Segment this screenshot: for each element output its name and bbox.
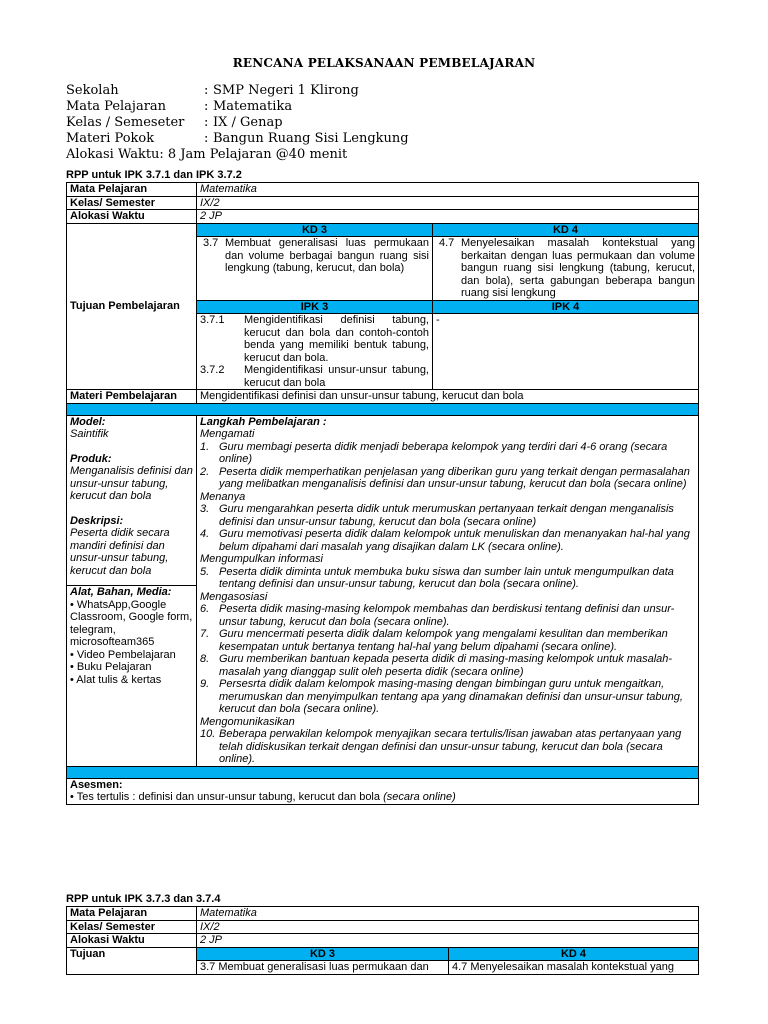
info-row-kelas: Kelas / Semeseter : IX / Genap: [66, 115, 283, 130]
step-10: 10. Beberapa perwakilan kelompok menyajikan secara tertulis/lisan jawaban atas pertanyaan yang telah didiskusikan terkait dengan definisi dan unsur-unsur tabung, kerucut dan bola (secara online).: [200, 728, 682, 765]
value-kelas-2: IX/2: [197, 920, 699, 934]
kd3-cell-2: 3.7 Membuat generalisasi luas permukaan dan: [197, 961, 449, 975]
kd3-header: KD 3: [197, 223, 433, 237]
section-2-heading: RPP untuk IPK 3.7.3 dan 3.7.4: [66, 893, 221, 905]
rpp-table-2: [66, 906, 699, 975]
ipk3-header: IPK 3: [197, 300, 433, 314]
label-mapel-2: Mata Pelajaran: [67, 907, 197, 921]
langkah-label: Langkah Pembelajaran :: [200, 415, 327, 428]
phase-mengamati: Mengamati: [200, 428, 255, 440]
step-5: 5. Peserta didik diminta untuk membuka buku siswa dan sumber lain untuk mengumpulkan data tentang definisi dan unsur-unsur tabung, kerucut dan bola (secara online).: [200, 565, 674, 590]
alat-item-2: • Video Pembelajaran: [70, 648, 176, 661]
info-row-alokasi: Alokasi Waktu: 8 Jam Pelajaran @40 menit: [66, 147, 348, 162]
kd3-cell: 3.7 Membuat generalisasi luas permukaan dan volume berbagai bangun ruang sisi lengkung (tabung, kerucut, dan bola): [197, 237, 433, 301]
ipk4-header: IPK 4: [433, 300, 699, 314]
section-1-heading: RPP untuk IPK 3.7.1 dan IPK 3.7.2: [66, 169, 242, 181]
alat-item-3: • Buku Pelajaran: [70, 661, 152, 673]
deskripsi-value: Peserta didik secara mandiri definisi dan unsur-unsur tabung, kerucut dan bola: [70, 527, 170, 577]
rpp-table-1: [66, 182, 699, 805]
identity-block: [66, 83, 409, 163]
label-tujuan: Tujuan Pembelajaran: [67, 223, 197, 390]
step-4: 4. Guru memotivasi peserta didik dalam kelompok untuk menuliskan dan menanyakan hal-hal yang belum dipahami dari masalah yang disajikan dalam LK (secara online).: [200, 528, 690, 553]
step-2: 2. Peserta didik memperhatikan penjelasan yang diberikan guru yang terkait dengan permasalahan yang melibatkan menganalisis definisi dan unsur-unsur tabung, kerucut dan bola (secara online): [200, 465, 690, 490]
phase-mengomunikasikan: Mengomunikasikan: [200, 715, 295, 728]
label-mapel: Mata Pelajaran: [67, 183, 197, 197]
value-materi: Mengidentifikasi definisi dan unsur-unsur tabung, kerucut dan bola: [197, 390, 699, 404]
label-kelas: Kelas/ Semester: [67, 196, 197, 210]
label-alokasi-2: Alokasi Waktu: [67, 934, 197, 948]
asesmen-label: Asesmen:: [70, 778, 123, 791]
step-6: 6. Peserta didik masing-masing kelompok membahas dan berdiskusi tentang definisi dan unsur-unsur tabung, kerucut dan bola (secara online).: [200, 603, 675, 628]
separator-bar-2: [67, 766, 699, 778]
ipk3-2-text: Mengidentifikasi unsur-unsur tabung, kerucut dan bola: [244, 364, 429, 389]
kd3-text: Membuat generalisasi luas permukaan dan volume berbagai bangun ruang sisi lengkung (tabung, kerucut, dan bola): [225, 237, 429, 274]
value-alokasi-2: 2 JP: [197, 934, 699, 948]
label-tujuan-2: Tujuan: [67, 947, 197, 974]
langkah-cell: [197, 415, 699, 766]
phase-mengasosiasi: Mengasosiasi: [200, 590, 268, 603]
step-3: 3. Guru mengarahkan peserta didik untuk merumuskan pertanyaan terkait dengan menganalisis definisi dan unsur-unsur tabung, kerucut dan bola (secara online): [200, 503, 674, 528]
alat-item-1: • WhatsApp,Google Classroom, Google form, telegram, microsofteam365: [70, 598, 193, 648]
alat-label: Alat, Bahan, Media:: [70, 586, 172, 598]
step-1: 1. Guru membagi peserta didik menjadi beberapa kelompok yang terdiri dari 4-6 orang (secara online): [200, 440, 668, 465]
kd4-header-2: KD 4: [449, 947, 699, 961]
kd4-cell-2: 4.7 Menyelesaikan masalah kontekstual yang: [449, 961, 699, 975]
step-7: 7. Guru mencermati peserta didik dalam kelompok yang mengalami kesulitan dan memberikan kesempatan untuk bertanya tentang hal-hal yang belum dipahami (secara online).: [200, 628, 668, 653]
kd4-text: Menyelesaikan masalah kontekstual yang berkaitan dengan luas permukaan dan volume bangun ruang sisi lengkung (tabung, kerucut, dan bola), serta gabungan beberapa bangun ruang sisi lengkung: [461, 237, 696, 299]
step-9: 9. Persesrta didik dalam kelompok masing-masing dengan bimbingan guru untuk mengaitkan, merumuskan dan menyimpulkan tentang apa yang dinamakan definisi dan unsur-unsur tabung, kerucut dan bola (secara online).: [200, 678, 683, 715]
label-kelas-2: Kelas/ Semester: [67, 920, 197, 934]
value-mapel-2: Matematika: [197, 907, 699, 921]
produk-value: Menganalisis definisi dan unsur-unsur tabung, kerucut dan bola: [70, 465, 193, 502]
value-kelas: IX/2: [197, 196, 699, 210]
document-title: RENCANA PELAKSANAAN PEMBELAJARAN: [232, 56, 536, 70]
label-alokasi: Alokasi Waktu: [67, 210, 197, 224]
step-8: 8. Guru memberikan bantuan kepada peserta didik di masing-masing kelompok untuk masalah-masalah yang dianggap sulit oleh peserta didik (secara online): [200, 653, 673, 678]
phase-mengumpulkan: Mengumpulkan informasi: [200, 553, 323, 565]
phase-menanya: Menanya: [200, 490, 246, 503]
alat-item-4: • Alat tulis & kertas: [70, 673, 162, 686]
separator-bar: [67, 403, 699, 415]
info-row-materi: Materi Pokok : Bangun Ruang Sisi Lengkung: [66, 131, 409, 146]
kd4-header: KD 4: [433, 223, 699, 237]
info-row-sekolah: Sekolah : SMP Negeri 1 Klirong: [66, 83, 359, 98]
model-cell: Model: Saintifik Produk: Menganalisis definisi dan unsur-unsur tabung, kerucut dan bola Deskripsi: Peserta didik secara mandiri definisi dan unsur-unsur tabung, kerucut dan bola Alat, Bahan, Media: • WhatsApp,Google Classroom, Google form, telegram, microsofteam365 • Video Pembelajaran • Buku Pelajaran • Alat tulis & kertas: [67, 415, 197, 766]
kd4-cell: 4.7 Menyelesaikan masalah kontekstual yang berkaitan dengan luas permukaan dan volume bangun ruang sisi lengkung (tabung, kerucut, dan bola), serta gabungan beberapa bangun ruang sisi lengkung: [433, 237, 699, 301]
asesmen-cell: [67, 778, 699, 804]
value-alokasi: 2 JP: [197, 210, 699, 224]
info-row-mapel: Mata Pelajaran : Matematika: [66, 99, 293, 114]
model-value: Saintifik: [70, 428, 109, 440]
ipk3-1-text: Mengidentifikasi definisi tabung, kerucut dan bola dan contoh-contoh benda yang memiliki bentuk tabung, kerucut dan bola.: [244, 314, 429, 364]
value-mapel: Matematika: [197, 183, 699, 197]
ipk4-cell: -: [433, 314, 699, 390]
label-materi: Materi Pembelajaran: [67, 390, 197, 404]
ipk3-cell: 3.7.1 Mengidentifikasi definisi tabung, kerucut dan bola dan contoh-contoh benda yang memiliki bentuk tabung, kerucut dan bola. 3.7.2 Mengidentifikasi unsur-unsur tabung, kerucut dan bola: [197, 314, 433, 390]
kd3-header-2: KD 3: [197, 947, 449, 961]
asesmen-text: • Tes tertulis : definisi dan unsur-unsur tabung, kerucut dan bola (secara online): [70, 791, 456, 803]
